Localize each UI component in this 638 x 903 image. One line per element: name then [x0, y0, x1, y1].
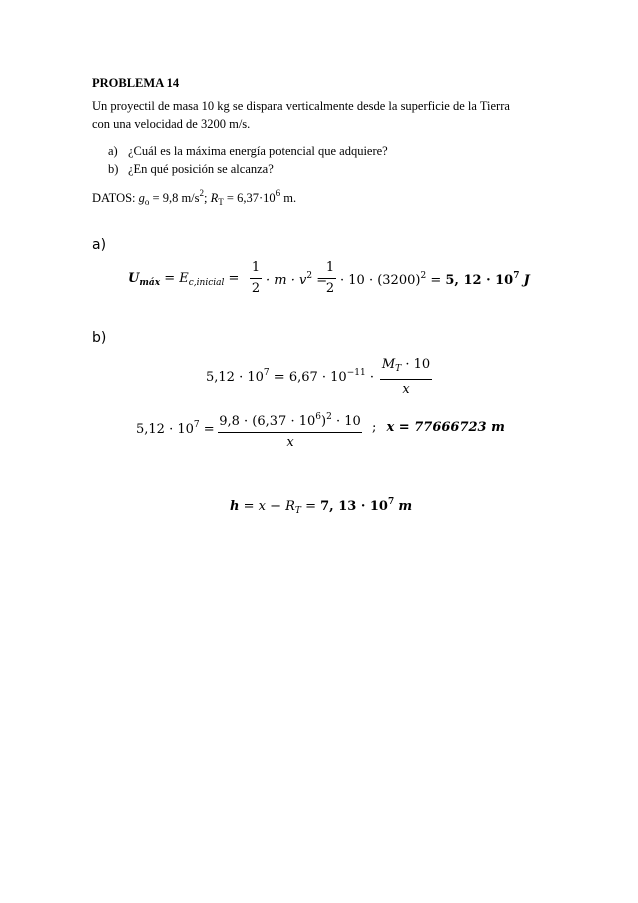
l3-rt-sub: T [294, 506, 301, 516]
v-symbol: v [299, 273, 307, 288]
l3-rt-symbol: R [285, 499, 295, 514]
l3-result-unit: m [398, 499, 413, 514]
eq-1: = [164, 271, 176, 286]
frac1-den: 2 [251, 281, 261, 296]
ec-sub: c,inicial [188, 278, 225, 288]
g0-exp: 2 [199, 188, 205, 198]
datos-label: DATOS: [92, 191, 136, 205]
problem-title: PROBLEMA 14 [92, 76, 180, 90]
g0-value: = 9,8 m/s [152, 191, 200, 205]
eq-3: = [316, 273, 328, 288]
part-b-line3 [230, 497, 412, 516]
l1-lhs: 5,12 · 10 [206, 370, 264, 385]
h-symbol: h [230, 499, 240, 514]
l1-den: x [402, 382, 410, 397]
l1-num-symbol: M [381, 357, 396, 372]
frac1-num: 1 [251, 260, 261, 275]
l3-result: 7, 13 · 10 [320, 499, 388, 514]
u-symbol: U [128, 271, 140, 286]
part-b-line1-left [206, 368, 374, 385]
eq-4: = [430, 273, 442, 288]
datos-sep: ; [204, 191, 208, 205]
l2-result: x = 77666723 m [386, 420, 505, 435]
part-a-result-exp: 7 [513, 271, 520, 281]
l2-eq: = [203, 422, 215, 437]
frac1-bar [250, 278, 262, 279]
part-a-fraction-1 [250, 259, 262, 298]
part-b-line2-right [372, 420, 505, 435]
part-a-result: 5, 12 · 10 [445, 273, 514, 288]
l3-eq1: = x − [243, 499, 281, 514]
part-a-equation-right [340, 271, 530, 288]
part-a-equation-mid [266, 271, 327, 288]
l2-den: x [286, 435, 294, 450]
part-a-label: a) [92, 237, 107, 253]
question-a-text: ¿Cuál es la máxima energía potencial que adquiere? [128, 144, 388, 158]
l1-mid: 6,67 · 10 [288, 370, 347, 385]
l2-sep: ; [372, 420, 377, 435]
u-sub: máx [139, 278, 161, 288]
mid2-exp: 2 [420, 271, 427, 281]
frac2-num: 1 [325, 260, 335, 275]
question-a-marker: a) [108, 144, 118, 158]
part-b-line2-fraction [218, 408, 362, 452]
rt-sub: T [218, 197, 224, 207]
l1-bar [380, 379, 432, 380]
statement-line-1: Un proyectil de masa 10 kg se dispara verticalmente desde la superficie de la Tierra [92, 99, 510, 113]
question-b-text: ¿En qué posición se alcanza? [128, 162, 274, 176]
eq-2: = [228, 271, 240, 286]
l1-num-rest: · 10 [405, 357, 431, 372]
l1-dot: · [369, 370, 374, 385]
l1-lhs-exp: 7 [263, 368, 270, 378]
l2-num-exp-inner: 6 [315, 412, 321, 422]
rt-value: = 6,37·10 [226, 191, 276, 205]
frac2-bar [324, 278, 336, 279]
ec-symbol: E [179, 271, 189, 286]
l1-num [380, 356, 432, 378]
part-a-equation-left [128, 271, 239, 288]
frac2-den: 2 [325, 281, 335, 296]
l2-lhs-exp: 7 [193, 420, 200, 430]
question-b-marker: b) [108, 162, 119, 176]
l3-eq2: = [305, 499, 316, 514]
part-b-line2-left [136, 420, 215, 437]
l2-num-a: 9,8 · (6,37 · 10 [219, 414, 316, 429]
part-a-fraction-2 [324, 259, 336, 298]
l2-num-exp-outer: 2 [326, 412, 332, 422]
v-exp: 2 [306, 271, 313, 281]
mid-2: · 10 · (3200) [340, 273, 421, 288]
rt-exp: 6 [275, 188, 281, 198]
part-b-label: b) [92, 330, 107, 346]
l1-mid-exp: −11 [346, 368, 366, 378]
g0-sub: o [144, 197, 150, 207]
l2-bar [218, 432, 362, 433]
rt-symbol: R [210, 191, 219, 205]
part-a-result-unit: J [523, 273, 530, 288]
l1-eq: = [273, 370, 285, 385]
rt-unit: m. [283, 191, 297, 205]
l2-num-c: · 10 [335, 414, 361, 429]
l2-num-b: ) [321, 414, 327, 429]
l1-num-sub: T [395, 364, 402, 374]
statement-line-2: con una velocidad de 3200 m/s. [92, 117, 251, 131]
part-b-line1-fraction [380, 356, 432, 399]
g0-symbol: g [138, 191, 145, 205]
l2-num [218, 408, 362, 431]
l2-lhs: 5,12 · 10 [136, 422, 194, 437]
datos-line [92, 188, 296, 207]
mid-1: · m · [266, 273, 295, 288]
l3-result-exp: 7 [387, 497, 395, 507]
